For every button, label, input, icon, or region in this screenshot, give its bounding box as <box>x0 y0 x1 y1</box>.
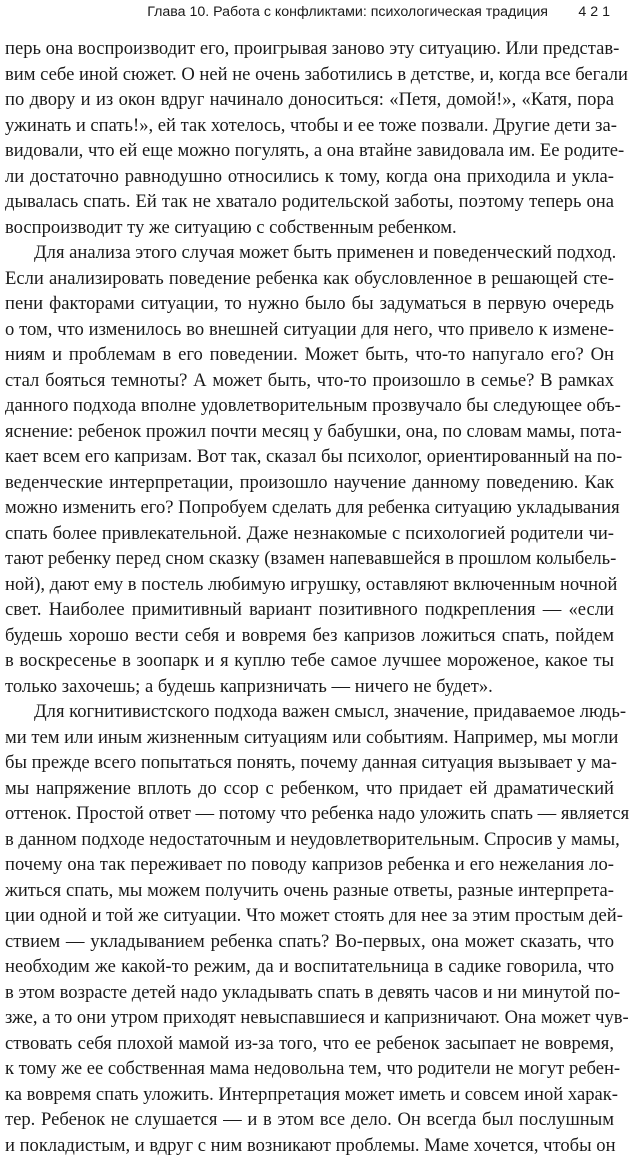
text-line: дывалась спать. Ей так не хватало родительской заботы, поэтому теперь она <box>5 189 614 215</box>
text-line: свет. Наиболее примитивный вариант позитивного подкрепления — «если <box>5 597 614 623</box>
text-line: по двору и из окон вдруг начинало доноситься: «Петя, домой!», «Катя, пора <box>5 87 614 113</box>
text-line: можно изменить его? Попробуем сделать для ребенка ситуацию укладывания <box>5 495 614 521</box>
paragraph-1 <box>5 36 614 240</box>
text-line: зже, а то они утром приходят невыспавшиеся и капризничают. Она может чув- <box>5 1005 614 1031</box>
text-line: видовали, что ей еще можно погулять, а она втайне завидовала им. Ее родите- <box>5 138 614 164</box>
text-line: Для анализа этого случая может быть применен и поведенческий подход. <box>5 240 614 266</box>
text-line: ствовать себя плохой мамой из-за того, что ее ребенок засыпает не вовремя, <box>5 1031 614 1057</box>
text-line: в данном подходе недостаточным и неудовлетворительным. Спросив у мамы, <box>5 827 614 853</box>
text-line: ствием — укладыванием ребенка спать? Во-первых, она может сказать, что <box>5 929 614 955</box>
text-line: житься спать, мы можем получить очень разные ответы, разные интерпрета- <box>5 878 614 904</box>
text-line: в воскресенье в зоопарк и я куплю тебе самое лучшее мороженое, какое ты <box>5 648 614 674</box>
text-line: о том, что изменилось во внешней ситуации для него, что привело к измене- <box>5 317 614 343</box>
text-line: к тому же ее собственная мама недовольна тем, что родители не могут ребен- <box>5 1056 614 1082</box>
text-line: вим себе иной сюжет. О ней не очень заботились в детстве, и, когда все бегали <box>5 62 614 88</box>
text-line: яснение: ребенок прожил почти месяц у бабушки, она, по словам мамы, пота- <box>5 419 614 445</box>
text-line: будешь хорошо вести себя и вовремя без капризов ложиться спать, пойдем <box>5 623 614 649</box>
text-line: почему она так переживает по поводу капризов ребенка и его нежелания ло- <box>5 852 614 878</box>
text-line: и покладистым, и вдруг с ним возникают проблемы. Маме хочется, чтобы он <box>5 1133 614 1158</box>
text-line: данного подхода вполне удовлетворительным прозвучало бы следующее объ- <box>5 393 614 419</box>
text-line: тают ребенку перед сном сказку (взамен напевавшейся в прошлом колыбель- <box>5 546 614 572</box>
text-line: стал бояться темноты? А может быть, что-то произошло в семье? В рамках <box>5 368 614 394</box>
text-line: бы прежде всего попытаться понять, почему данная ситуация вызывает у ма- <box>5 750 614 776</box>
text-line: ции одной и той же ситуации. Что может стоять для нее за этим простым дей- <box>5 903 614 929</box>
paragraph-3 <box>5 699 614 1158</box>
body-text <box>5 36 614 1158</box>
text-line: спать более привлекательной. Даже незнакомые с психологией родители чи- <box>5 521 614 547</box>
text-line: Для когнитивистского подхода важен смысл, значение, придаваемое людь- <box>5 699 614 725</box>
text-line: воспроизводит ту же ситуацию с собственным ребенком. <box>5 215 614 241</box>
text-line: перь она воспроизводит его, проигрывая заново эту ситуацию. Или представ- <box>5 36 614 62</box>
text-line: ли достаточно равнодушно относились к тому, когда она приходила и укла- <box>5 164 614 190</box>
text-line: ка вовремя спать уложить. Интерпретация может иметь и совсем иной харак- <box>5 1082 614 1108</box>
text-line: тер. Ребенок не слушается — и в этом все дело. Он всегда был послушным <box>5 1107 614 1133</box>
page-number: 421 <box>578 4 614 20</box>
text-line: в этом возрасте детей надо укладывать спать в девять часов и ни минутой по- <box>5 980 614 1006</box>
text-line: кает всем его капризам. Вот так, сказал бы психолог, ориентированный на по- <box>5 444 614 470</box>
text-line: ной), дают ему в постель любимую игрушку, оставляют включенным ночной <box>5 572 614 598</box>
text-line: ужинать и спать!», ей так хотелось, чтобы и ее тоже позвали. Другие дети за- <box>5 113 614 139</box>
text-line: только захочешь; а будешь капризничать — ничего не будет». <box>5 674 614 700</box>
text-line: необходим же какой-то режим, да и воспитательница в садике говорила, что <box>5 954 614 980</box>
chapter-title: Глава 10. Работа с конфликтами: психологическая традиция <box>147 4 548 20</box>
text-line: веденческие интерпретации, произошло научение данному поведению. Как <box>5 470 614 496</box>
text-line: пени факторами ситуации, то нужно было бы задуматься в первую очередь <box>5 291 614 317</box>
text-line: мы напряжение вплоть до ссор с ребенком, что придает ей драматический <box>5 776 614 802</box>
paragraph-2 <box>5 240 614 699</box>
text-line: ниям и проблемам в его поведении. Может быть, что-то напугало его? Он <box>5 342 614 368</box>
text-line: ми тем или иным жизненным ситуациям или событиям. Например, мы могли <box>5 725 614 751</box>
text-line: оттенок. Простой ответ — потому что ребенка надо уложить спать — является <box>5 801 614 827</box>
running-head <box>0 4 620 26</box>
text-line: Если анализировать поведение ребенка как обусловленное в решающей сте- <box>5 266 614 292</box>
